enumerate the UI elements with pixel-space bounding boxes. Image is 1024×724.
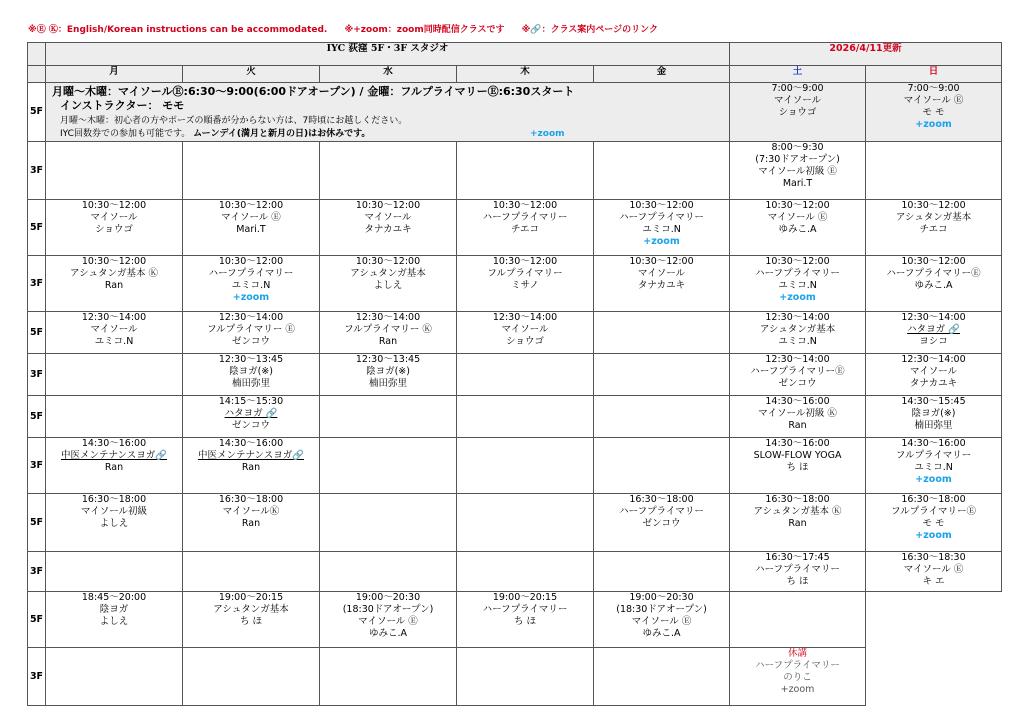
class-line: ハーフプライマリー [482,604,568,615]
class-line: ゆみこ.A [368,628,408,639]
class-time: 10:30～12:00 [218,200,284,211]
class-line: 陰ヨガ(※) [911,408,956,419]
class-cell [594,312,730,354]
class-cell [730,312,866,354]
class-cell [457,200,594,256]
class-cell [320,438,457,494]
class-cell [730,648,866,706]
zoom-badge: +zoom [530,129,565,139]
class-cell [320,396,457,438]
floor-label: 3F [28,552,46,592]
class-cell [730,494,866,552]
floor-label: 5F [28,312,46,354]
class-time: 7:00～9:00 [771,83,824,94]
class-cell [730,83,866,142]
class-time: 10:30～12:00 [765,256,830,267]
class-time: 10:30～12:00 [901,200,966,211]
class-line: Ran [378,336,398,347]
schedule-row [28,354,1002,396]
class-cell [46,256,183,312]
class-cell [866,396,1002,438]
class-line: マイソール Ⓔ [631,616,692,627]
class-line: フルプライマリー Ⓔ [207,324,295,335]
class-cell [320,354,457,396]
class-time: 10:30～12:00 [218,256,284,267]
class-line: よしえ [99,518,129,529]
floor-label: 3F [28,142,46,200]
class-cell [320,312,457,354]
class-line: マイソール初級 Ⓚ [758,408,837,419]
note-link: ※🔗：クラス案内ページのリンク [521,25,658,35]
class-link[interactable]: ハタヨガ 🔗 [224,408,278,419]
class-line: 陰ヨガ(※) [229,366,273,377]
class-time: 12:30～14:00 [765,354,830,365]
zoom-badge: +zoom [643,236,680,247]
class-line: 楠田弥里 [914,420,953,431]
class-line: よしえ [373,280,403,291]
class-cell [183,256,320,312]
class-line: アシュタンガ基本 [213,604,289,615]
class-cell [594,142,730,200]
class-line: ゼンコウ [778,378,817,389]
class-line: アシュタンガ基本 [759,324,836,335]
class-time: 10:30～12:00 [492,200,558,211]
class-cell [183,396,320,438]
class-line: マイソール [773,95,822,106]
class-cell [730,396,866,438]
class-cell [730,142,866,200]
class-line: ユミコ.N [94,336,134,347]
schedule-row [28,142,1002,200]
class-line: ハーフプライマリー [755,268,840,279]
class-cell [183,552,320,592]
class-line: ハーフプライマリー [619,212,704,223]
schedule-row [28,494,1002,552]
class-cell [183,312,320,354]
class-line: モ モ [922,107,945,118]
class-cell [320,142,457,200]
banner-moonday-note: ムーンデイ(満月と新月の日)はお休みです。 [193,129,371,139]
schedule-row [28,83,1002,142]
class-line: ゆみこ.A [642,628,681,639]
class-line: アシュタンガ基本 Ⓚ [70,268,158,279]
class-cell [866,256,1002,312]
class-cell [320,552,457,592]
day-sat: 土 [730,66,866,83]
class-line: マイソール Ⓔ [221,212,281,223]
class-time: 12:30～14:00 [355,312,421,323]
floor-label: 5F [28,396,46,438]
class-time: 16:30～18:00 [629,494,694,505]
class-line: Ran [104,462,124,473]
zoom-badge: +zoom [915,530,952,541]
floor-label: 5F [28,494,46,552]
class-line: マイソールⓀ [222,506,280,517]
class-cell [594,200,730,256]
morning-banner [46,83,730,142]
class-line: マイソール [90,212,138,223]
class-line: チエコ [919,224,948,235]
class-time: 14:15～15:30 [218,396,284,407]
class-line: マイソール [909,366,958,377]
class-line: フルプライマリー [487,268,563,279]
class-line: タナカユキ [637,280,686,291]
schedule-row [28,312,1002,354]
floor-label: 3F [28,438,46,494]
banner-schedule: 月曜～木曜：マイソールⒺ:6:30～9:00(6:00ドアオープン) / 金曜：フルプライマリーⒺ:6:30スタート [52,85,575,98]
class-line: アシュタンガ基本 [350,268,426,279]
zoom-badge: +zoom [915,474,952,485]
banner-ticket-note: IYC回数券での参加も可能です。 [60,129,191,139]
class-line: ゼンコウ [642,518,681,529]
empty-area [866,648,1002,706]
class-line: チエコ [510,224,540,235]
class-time: 10:30～12:00 [901,256,966,267]
schedule-row [28,592,1002,648]
class-cell [866,83,1002,142]
class-line: Mari.T [782,178,813,189]
class-line: マイソール初級 [80,506,148,517]
class-time: 12:30～13:45 [355,354,421,365]
class-time: 14:30～16:00 [901,438,966,449]
class-line: フルプライマリーⒺ [891,506,976,517]
day-thu: 木 [457,66,594,83]
class-line: ショウゴ [778,107,817,118]
class-line: Ran [788,518,807,529]
class-line: マイソール Ⓔ [358,616,418,627]
class-time: 14:30～16:00 [81,438,147,449]
class-time: 8:00～9:30 [771,142,824,153]
class-line: Ran [241,518,261,529]
day-fri: 金 [594,66,730,83]
class-cell [46,312,183,354]
class-line: マイソール [501,324,549,335]
cancelled-label: 休講 [788,648,808,659]
class-cell [457,592,594,648]
class-line: マイソール [364,212,412,223]
class-time: 14:30～16:00 [765,396,830,407]
class-line: (7:30ドアオープン) [755,154,840,165]
day-wed: 水 [320,66,457,83]
class-time: 10:30～12:00 [492,256,558,267]
banner-instructor: インストラクター： モモ [60,99,185,112]
class-time: 10:30～12:00 [81,200,147,211]
class-cell [320,256,457,312]
class-line: ユミコ.N [642,224,681,235]
schedule-row [28,256,1002,312]
class-cell [866,312,1002,354]
class-cell [320,200,457,256]
class-time: 12:30～14:00 [901,312,966,323]
class-cell [46,552,183,592]
class-line: ハーフプライマリー [619,506,704,517]
class-time: 12:30～14:00 [218,312,284,323]
floor-label: 3F [28,256,46,312]
class-cell [730,438,866,494]
class-line: マイソール [637,268,686,279]
class-line: ゆみこ.A [914,280,953,291]
title-row [28,43,1002,66]
class-cell [594,494,730,552]
note-language: ※Ⓔ Ⓚ：English/Korean instructions can be accommodated. [28,25,328,35]
class-line: Mari.T [236,224,266,235]
class-time: 19:00～20:30 [355,592,421,603]
banner-note: 月曜～木曜：初心者の方やポーズの順番が分からない方は、7時頃にお越しください。 [60,116,408,126]
class-cell [594,648,730,706]
class-line: よしえ [99,616,129,627]
schedule-row [28,438,1002,494]
class-time: 14:30～16:00 [765,438,830,449]
class-time: 19:00～20:15 [218,592,284,603]
class-link[interactable]: 中医メンテナンスヨガ🔗 [60,450,168,461]
class-line: (18:30ドアオープン) [616,604,707,615]
class-line: マイソール Ⓔ [903,95,964,106]
class-line: マイソール [90,324,138,335]
class-line: ゼンコウ [231,336,270,347]
class-line: ヨシコ [919,336,948,347]
class-line: ユミコ.N [231,280,271,291]
class-line: ユミコ.N [778,280,817,291]
class-line: ハーフプライマリー [482,212,568,223]
class-cell [183,494,320,552]
class-cell [46,142,183,200]
class-line: ハーフプライマリーⒺ [750,366,845,377]
class-line: モ モ [922,518,945,529]
class-cell [183,648,320,706]
class-cell [183,592,320,648]
class-cell [46,438,183,494]
class-line: マイソール Ⓔ [767,212,828,223]
class-time: 12:30～14:00 [765,312,830,323]
floor-label: 3F [28,648,46,706]
class-line: ち ほ [786,462,809,473]
schedule-row [28,396,1002,438]
class-cell [866,200,1002,256]
class-cell [730,256,866,312]
class-cell [866,142,1002,200]
class-cell [730,354,866,396]
updated-date: 2026/4/11更新 [730,43,1002,66]
class-line: キ エ [922,576,945,587]
class-cell [594,354,730,396]
class-cell [594,592,730,648]
class-cell [866,354,1002,396]
class-cell [457,648,594,706]
class-cell [457,396,594,438]
class-line: ち ほ [513,616,537,627]
class-time: 10:30～12:00 [629,200,694,211]
class-time: 12:30～14:00 [81,312,147,323]
class-line: タナカユキ [364,224,412,235]
class-cell [183,142,320,200]
schedule-row [28,200,1002,256]
schedule-table [27,42,1002,706]
class-cell [594,396,730,438]
class-cell [866,552,1002,592]
class-cell [866,438,1002,494]
class-cell [46,396,183,438]
floor-label: 3F [28,354,46,396]
class-time: 12:30～14:00 [901,354,966,365]
class-cell [320,592,457,648]
class-time: 12:30～13:45 [218,354,284,365]
class-line: ハーフプライマリー [755,660,840,671]
class-time: 10:30～12:00 [355,200,421,211]
class-line: Ran [788,420,807,431]
class-cell [320,648,457,706]
class-line: ち ほ [786,576,809,587]
class-line: ハーフプライマリー [755,564,840,575]
class-time: 18:45～20:00 [81,592,147,603]
class-line: ユミコ.N [914,462,953,473]
class-line: 陰ヨガ(※) [366,366,410,377]
class-cell [183,200,320,256]
class-cell [594,438,730,494]
class-cell [46,494,183,552]
class-time: 16:30～17:45 [765,552,830,563]
class-line: ショウゴ [95,224,133,235]
empty-area [866,592,1002,648]
class-cell [457,256,594,312]
class-line: アシュタンガ基本 [895,212,972,223]
class-cell [46,200,183,256]
class-cell [320,494,457,552]
class-cell [183,354,320,396]
legend-notes [28,22,672,35]
class-time: 16:30～18:30 [901,552,966,563]
day-tue: 火 [183,66,320,83]
class-line: ハーフプライマリーⒺ [886,268,981,279]
class-cell [46,592,183,648]
class-cell [46,354,183,396]
class-cell [457,142,594,200]
class-line: のりこ [783,672,812,683]
day-sun: 日 [866,66,1002,83]
class-line: ち ほ [239,616,263,627]
class-time: 16:30～18:00 [218,494,284,505]
class-line: タナカユキ [909,378,958,389]
class-line: 楠田弥里 [368,378,407,389]
class-cell [183,438,320,494]
class-line: ゆみこ.A [778,224,817,235]
class-line: SLOW-FLOW YOGA [753,450,842,461]
class-time: 12:30～14:00 [492,312,558,323]
note-zoom: ※+zoom：zoom同時配信クラスです [344,25,505,35]
class-line: Ran [104,280,124,291]
class-time: 19:00～20:15 [492,592,558,603]
class-cell [457,312,594,354]
class-line: アシュタンガ基本 Ⓚ [753,506,842,517]
class-line: ゼンコウ [231,420,270,431]
floor-label: 5F [28,200,46,256]
page-title: IYC 荻窪 5F・3F スタジオ [46,43,730,66]
zoom-badge: +zoom [779,292,816,303]
class-time: 10:30～12:00 [355,256,421,267]
class-line: ハーフプライマリー [208,268,294,279]
class-cell [457,438,594,494]
class-time: 16:30～18:00 [901,494,966,505]
class-time: 14:30～16:00 [218,438,284,449]
class-time: 14:30～15:45 [901,396,966,407]
class-time: 10:30～12:00 [81,256,147,267]
schedule-row [28,648,1002,706]
class-line: マイソール初級 Ⓔ [758,166,837,177]
class-link[interactable]: ハタヨガ 🔗 [907,324,960,335]
zoom-badge: +zoom [915,119,952,130]
class-link[interactable]: 中医メンテナンスヨガ🔗 [197,450,305,461]
day-header-row [28,66,1002,83]
day-mon: 月 [46,66,183,83]
class-line: ショウゴ [506,336,544,347]
class-time: 10:30～12:00 [629,256,694,267]
class-time: 16:30～18:00 [765,494,830,505]
class-cell [730,200,866,256]
class-line: (18:30ドアオープン) [342,604,434,615]
class-line: フルプライマリー [895,450,972,461]
class-line: 楠田弥里 [231,378,270,389]
class-line: ユミコ.N [778,336,817,347]
class-cell [457,552,594,592]
class-cell [866,494,1002,552]
class-cell [457,354,594,396]
class-cell [594,552,730,592]
class-cell [730,552,866,592]
class-cell [46,648,183,706]
class-line: ミサノ [511,280,539,291]
class-line: フルプライマリー Ⓚ [344,324,432,335]
class-cell [594,256,730,312]
schedule-row [28,552,1002,592]
class-time: 10:30～12:00 [765,200,830,211]
floor-label: 5F [28,592,46,648]
banner-footer [52,128,729,141]
class-line: マイソール Ⓔ [903,564,964,575]
class-cell [730,592,866,648]
zoom-badge: +zoom [232,292,270,303]
class-line: +zoom [780,684,815,695]
class-line: Ran [241,462,261,473]
class-line: 陰ヨガ [99,604,129,615]
class-cell [457,494,594,552]
class-time: 7:00～9:00 [907,83,960,94]
floor-label: 5F [28,83,46,142]
class-time: 16:30～18:00 [81,494,147,505]
class-time: 19:00～20:30 [629,592,694,603]
